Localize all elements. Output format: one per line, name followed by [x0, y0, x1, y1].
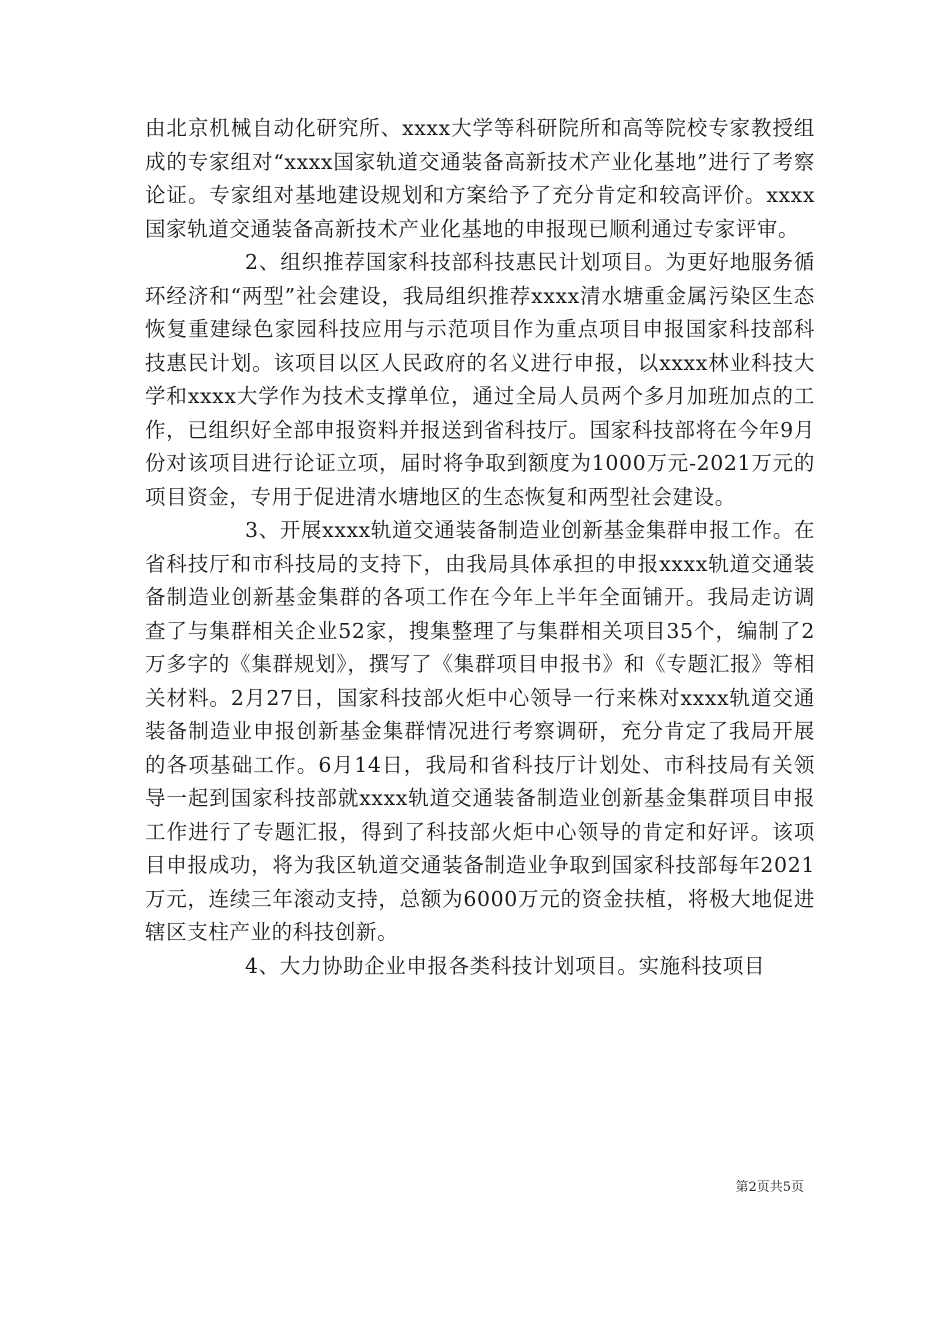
paragraph-item-4: 4、大力协助企业申报各类科技计划项目。实施科技项目	[245, 953, 766, 978]
document-body	[145, 112, 815, 983]
paragraph-item-2: 2、组织推荐国家科技部科技惠民计划项目。为更好地服务循环经济和“两型”社会建设，我局组织推荐xxxx清水塘重金属污染区生态恢复重建绿色家园科技应用与示范项目作为重点项目申报国家科技部科技惠民计划。该项目以区人民政府的名义进行申报，以xxxx林业科技大学和xxxx大学作为技术支撑单位，通过全局人员两个多月加班加点的工作，已组织好全部申报资料并报送到省科技厅。国家科技部将在今年9月份对该项目进行论证立项，届时将争取到额度为1000万元-2021万元的项目资金，专用于促进清水塘地区的生态恢复和两型社会建设。	[145, 250, 815, 509]
page-number-footer: 第2页共5页	[735, 1180, 804, 1195]
paragraph-item-3: 3、开展xxxx轨道交通装备制造业创新基金集群申报工作。在省科技厅和市科技局的支持下，由我局具体承担的申报xxxx轨道交通装备制造业创新基金集群的各项工作在今年上半年全面铺开。我局走访调查了与集群相关企业52家，搜集整理了与集群相关项目35个，编制了2万多字的《集群规划》，撰写了《集群项目申报书》和《专题汇报》等相关材料。2月27日，国家科技部火炬中心领导一行来株对xxxx轨道交通装备制造业申报创新基金集群情况进行考察调研，充分肯定了我局开展的各项基础工作。6月14日，我局和省科技厅计划处、市科技局有关领导一起到国家科技部就xxxx轨道交通装备制造业创新基金集群项目申报工作进行了专题汇报，得到了科技部火炬中心领导的肯定和好评。该项目申报成功，将为我区轨道交通装备制造业争取到国家科技部每年2021万元，连续三年滚动支持，总额为6000万元的资金扶植，将极大地促进辖区支柱产业的科技创新。	[145, 518, 815, 944]
paragraph-continuation: 由北京机械自动化研究所、xxxx大学等科研院所和高等院校专家教授组成的专家组对“xxxx国家轨道交通装备高新技术产业化基地”进行了考察论证。专家组对基地建设规划和方案给予了充分肯定和较高评价。xxxx国家轨道交通装备高新技术产业化基地的申报现已顺利通过专家评审。	[145, 116, 815, 241]
